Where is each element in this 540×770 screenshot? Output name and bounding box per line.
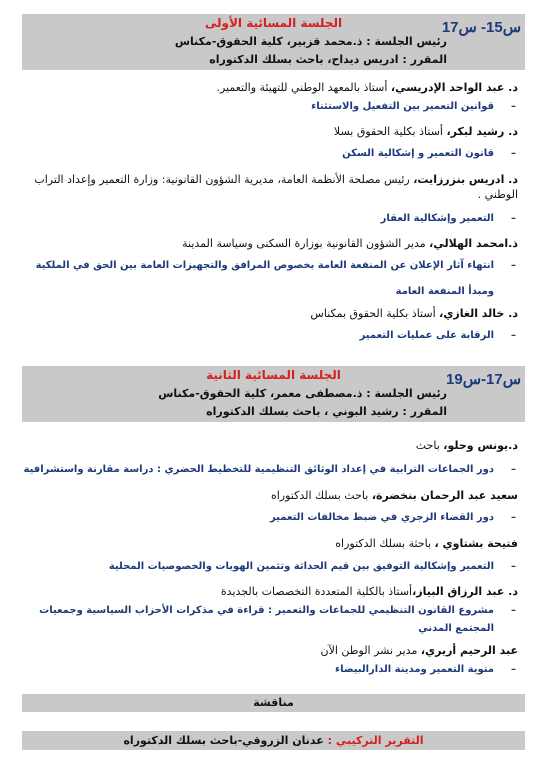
- topic-line: [18, 258, 516, 274]
- dash-bullet: –: [511, 213, 516, 224]
- topic-text: دور الجماعات الترابية في إعداد الوثائق التنظيمية للتخطيط الحضري : دراسة مقارنة واستشرافية: [23, 464, 494, 475]
- speaker-name: سعيد عبد الرحمان بنخضرة،: [371, 489, 518, 502]
- speaker-line: [18, 124, 518, 139]
- speaker-role: أستاذ بكلية الحقوق بسلا: [333, 125, 447, 138]
- speaker-line: [18, 536, 518, 551]
- topic-text: الرقابة على عمليات التعمير: [359, 330, 494, 341]
- discussion-bar: [22, 694, 525, 712]
- topic-text: متوية التعمير ومدينة الدارالبيضاء: [334, 664, 494, 675]
- speaker-name: عبد الرحيم أريري،: [420, 644, 518, 657]
- topic-line: [18, 462, 516, 478]
- speaker-role: أستاذ بالمعهد الوطني للتهيئة والتعمير.: [216, 81, 391, 94]
- speaker-name: ذ.امحمد الهلالي،: [429, 237, 518, 250]
- discussion-label: مناقشة: [253, 696, 294, 709]
- topic-line: [18, 662, 516, 678]
- session1-header: [22, 14, 525, 70]
- speaker-role: أستاذ بالكلية المتعددة التخصصات بالجديدة: [220, 585, 413, 598]
- topic-text: التعمير وإشكالية التوفيق بين قيم الحداثة وتثمين الهويات والخصوصيات المحلية: [108, 561, 494, 572]
- speaker-name: د. خالد الغازي،: [439, 307, 518, 320]
- speaker-line: [18, 488, 518, 503]
- session1-chair: رئيس الجلسة : ذ.محمد قزبير، كلية الحقوق-مكناس: [174, 35, 447, 48]
- dash-bullet: –: [511, 605, 516, 616]
- topic-text: المجتمع المدني: [418, 623, 494, 634]
- speaker-line: [18, 236, 518, 251]
- topic-line: [18, 603, 516, 619]
- speaker-line: [18, 438, 518, 453]
- speaker-name: د. عبد الرزاق البياز،: [412, 585, 518, 598]
- topic-text: دور القضاء الزجري في ضبط مخالفات التعمير: [269, 512, 494, 523]
- topic-continuation: [18, 284, 516, 300]
- dash-bullet: –: [511, 101, 516, 112]
- topic-line: [18, 146, 516, 162]
- dash-bullet: –: [511, 561, 516, 572]
- topic-line: [18, 328, 516, 344]
- dash-bullet: –: [511, 664, 516, 675]
- session1-rapporteur: المقرر : ادريس ديداح، باحث بسلك الدكتوراه: [209, 53, 447, 66]
- speaker-line: [18, 643, 518, 658]
- speaker-line: [18, 80, 518, 95]
- report-bar: [22, 731, 525, 750]
- topic-text: مشروع القانون التنظيمي للجماعات والتعمير : قراءة في مذكرات الأحزاب السياسية وجمعيات: [39, 605, 494, 616]
- dash-bullet: –: [511, 330, 516, 341]
- speaker-role: رئيس مصلحة الأنظمة العامة، مديرية الشؤون القانونية: وزارة التعمير وإعداد التراب الوطني .: [34, 173, 518, 201]
- topic-text: التعمير وإشكالية العقار: [380, 213, 494, 224]
- dash-bullet: –: [511, 148, 516, 159]
- speaker-role: باحث: [415, 439, 444, 452]
- session1-title: الجلسة المسائية الأولى: [204, 16, 343, 30]
- topic-text: ومبدأ المنفعة العامة: [395, 286, 494, 297]
- session2-time: س17-س19: [446, 371, 521, 388]
- report-label: التقرير التركيبي :: [327, 734, 424, 747]
- speaker-line: [18, 172, 518, 202]
- session1-time: س15- س17: [441, 19, 521, 36]
- speaker-role: مدير نشر الوطن الآن: [320, 644, 421, 657]
- speaker-role: مدير الشؤون القانونية بوزارة السكنى وسياسة المدينة: [182, 237, 430, 250]
- speaker-role: أستاذ بكلية الحقوق بمكناس: [310, 307, 440, 320]
- speaker-name: د. رشيد لبكر،: [446, 125, 518, 138]
- speaker-role: باحثة بسلك الدكتوراه: [335, 537, 435, 550]
- dash-bullet: –: [511, 512, 516, 523]
- speaker-name: فتيحة بشتاوي ،: [434, 537, 518, 550]
- speaker-name: د. ادريس بنزرزايت،: [413, 173, 518, 186]
- topic-line: [18, 510, 516, 526]
- dash-bullet: –: [511, 260, 516, 271]
- session2-chair: رئيس الجلسة : ذ.مصطفى معمر، كلية الحقوق-مكناس: [158, 387, 447, 400]
- speaker-name: د.يونس وحلو،: [443, 439, 518, 452]
- speaker-role: باحث بسلك الدكتوراه: [270, 489, 372, 502]
- speaker-line: [18, 584, 518, 599]
- topic-continuation: [18, 621, 516, 637]
- session2-header: [22, 366, 525, 422]
- topic-text: انتهاء آثار الإعلان عن المنفعة العامة بخصوص المرافق والتجهيزات العامة بين الحق في الملكية: [35, 260, 494, 271]
- topic-line: [18, 211, 516, 227]
- session2-title: الجلسة المسائية الثانية: [206, 368, 341, 382]
- report-value: عدنان الزروقي-باحث بسلك الدكتوراه: [123, 734, 328, 747]
- speaker-line: [18, 306, 518, 321]
- speaker-name: د. عبد الواحد الإدريسي،: [390, 81, 518, 94]
- dash-bullet: –: [511, 464, 516, 475]
- topic-text: قوانين التعمير بين التفعيل والاستثناء: [311, 101, 494, 112]
- topic-line: [18, 99, 516, 115]
- topic-text: قانون التعمير و إشكالية السكن: [342, 148, 494, 159]
- topic-line: [18, 559, 516, 575]
- session2-rapporteur: المقرر : رشيد البوني ، باحث بسلك الدكتوراه: [206, 405, 447, 418]
